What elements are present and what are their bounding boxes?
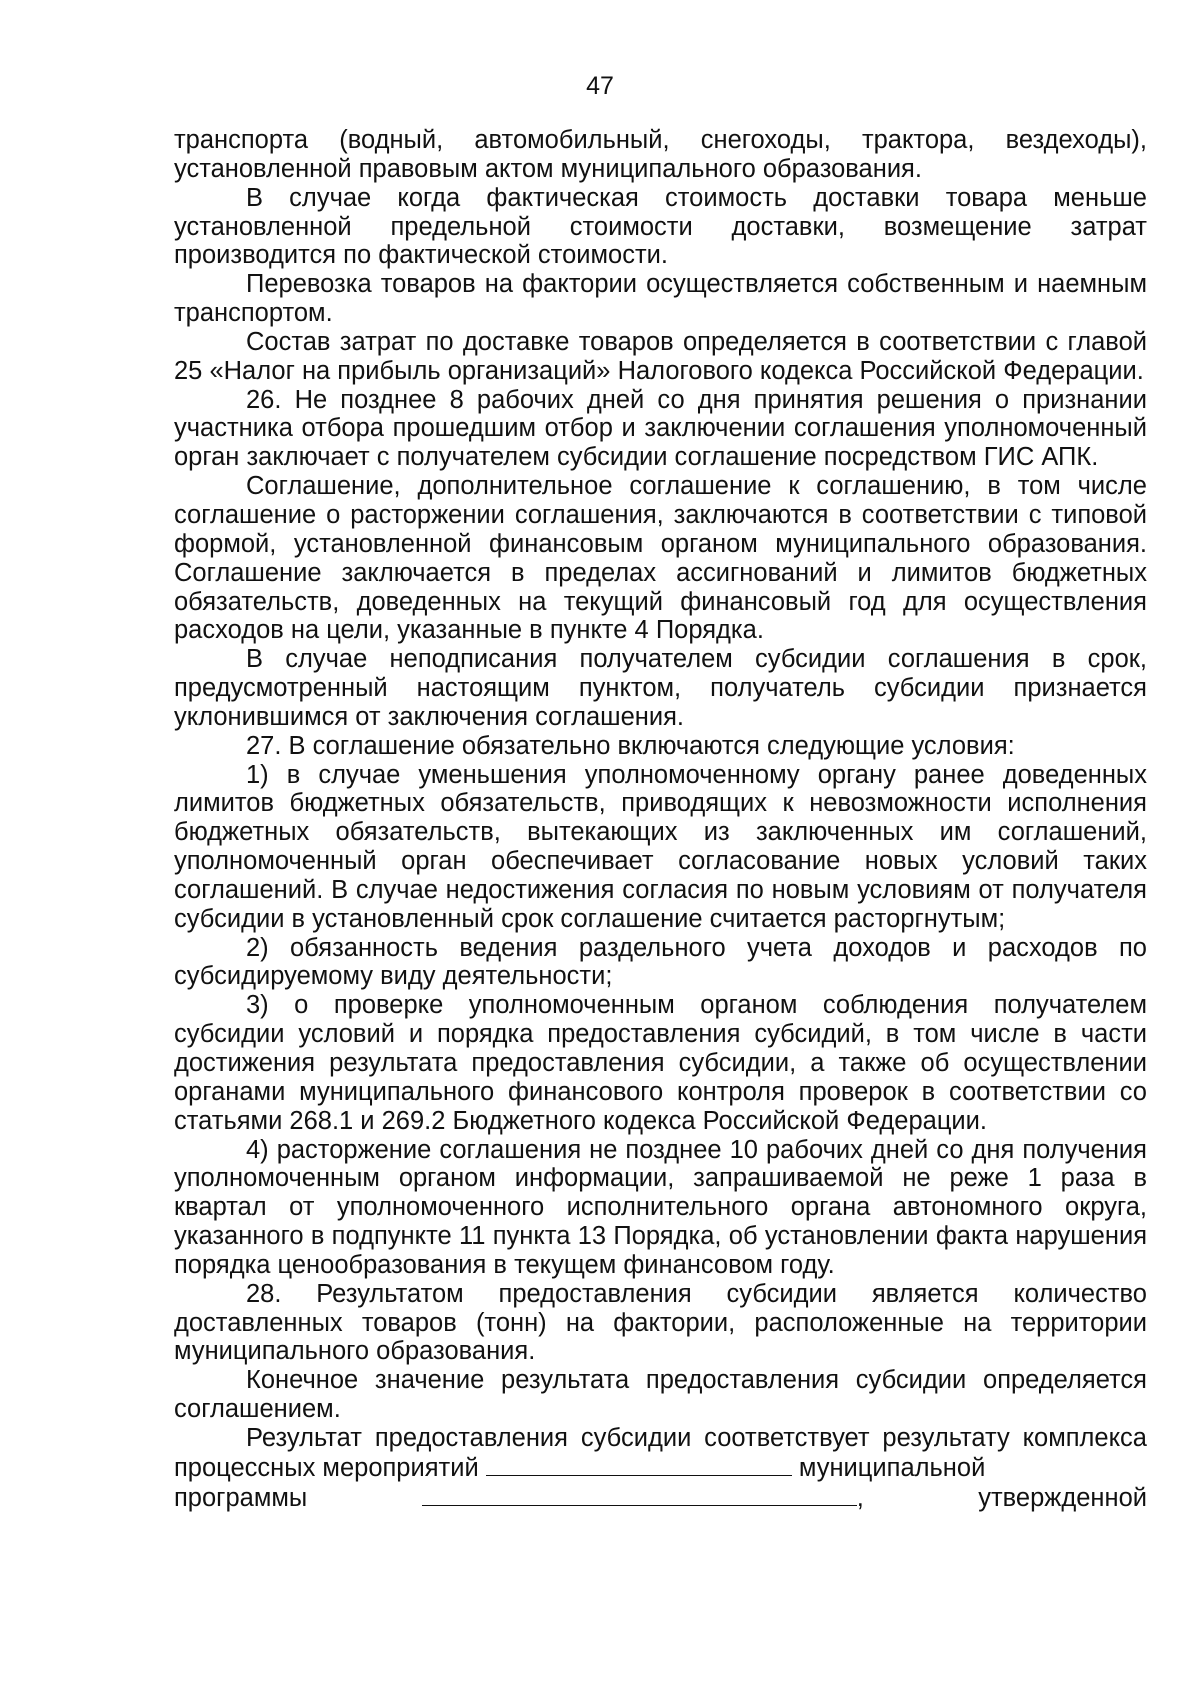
paragraph: В случае когда фактическая стоимость доставки товара меньше установленной предельной стоимости доставки, возмещение затрат производится по фактической стоимости.: [174, 183, 1147, 270]
paragraph: 4) расторжение соглашения не позднее 10 рабочих дней со дня получения уполномоченным органом информации, запрашиваемой не реже 1 раза в квартал от уполномоченного исполнительного органа автономного округа, указанного в подпункте 11 пункта 13 Порядка, об установлении факта нарушения порядка ценообразования в текущем финансовом году.: [174, 1135, 1147, 1279]
fill-in-blank: [422, 1483, 857, 1506]
paragraph: В случае неподписания получателем субсидии соглашения в срок, предусмотренный настоящим пунктом, получатель субсидии признается уклонившимся от заключения соглашения.: [174, 645, 1147, 731]
paragraph: 26. Не позднее 8 рабочих дней со дня принятия решения о признании участника отбора прошедшим отбор и заключении соглашения уполномоченный орган заключает с получателем субсидии соглашение посредством ГИС АПК.: [174, 385, 1147, 472]
paragraph: Перевозка товаров на фактории осуществляется собственным и наемным транспортом.: [174, 270, 1147, 328]
paragraph: 2) обязанность ведения раздельного учета доходов и расходов по субсидируемому виду деятельности;: [174, 933, 1147, 991]
paragraph: Конечное значение результата предоставления субсидии определяется соглашением.: [174, 1366, 1147, 1424]
paragraph: 1) в случае уменьшения уполномоченному органу ранее доведенных лимитов бюджетных обязательств, приводящих к невозможности исполнения бюджетных обязательств, вытекающих из заключенных им соглашений, уполномоченный орган обеспечивает согласование новых условий таких соглашений. В случае недостижения согласия по новым условиям от получателя субсидии в установленный срок соглашение считается расторгнутым;: [174, 760, 1147, 933]
paragraph-text: программы: [174, 1483, 308, 1512]
paragraph: Состав затрат по доставке товаров определяется в соответствии с главой 25 «Налог на прибыль организаций» Налогового кодекса Российской Федерации.: [174, 327, 1147, 385]
paragraph: 3) о проверке уполномоченным органом соблюдения получателем субсидии условий и порядка предоставления субсидий, в том числе в части достижения результата предоставления субсидии, а также об осуществлении органами муниципального финансового контроля проверок в соответствии со статьями 268.1 и 269.2 Бюджетного кодекса Российской Федерации.: [174, 991, 1147, 1135]
paragraph-continuation-line: [174, 1483, 1147, 1513]
fill-in-blank: [486, 1453, 792, 1476]
paragraph: Соглашение, дополнительное соглашение к соглашению, в том числе соглашение о расторжении соглашения, заключаются в соответствии с типовой формой, установленной финансовым органом муниципального образования. Соглашение заключается в пределах ассигнований и лимитов бюджетных обязательств, доведенных на текущий финансовый год для осуществления расходов на цели, указанные в пункте 4 Порядка.: [174, 472, 1147, 645]
document-body: [174, 126, 1147, 1513]
paragraph-text: утвержденной: [978, 1483, 1147, 1512]
comma: ,: [856, 1483, 864, 1512]
paragraph-text: муниципальной: [798, 1453, 986, 1482]
paragraph: 28. Результатом предоставления субсидии является количество доставленных товаров (тонн) на фактории, расположенные на территории муниципального образования.: [174, 1279, 1147, 1366]
paragraph: 27. В соглашение обязательно включаются следующие условия:: [246, 731, 1015, 760]
paragraph-text: Результат предоставления субсидии соответствует результату комплекса процессных мероприятий: [174, 1423, 1147, 1482]
page-number: 47: [586, 72, 614, 100]
paragraph: транспорта (водный, автомобильный, снегоходы, трактора, вездеходы), установленной правовым актом муниципального образования.: [174, 126, 1147, 183]
paragraph-with-blanks: [174, 1424, 1147, 1483]
